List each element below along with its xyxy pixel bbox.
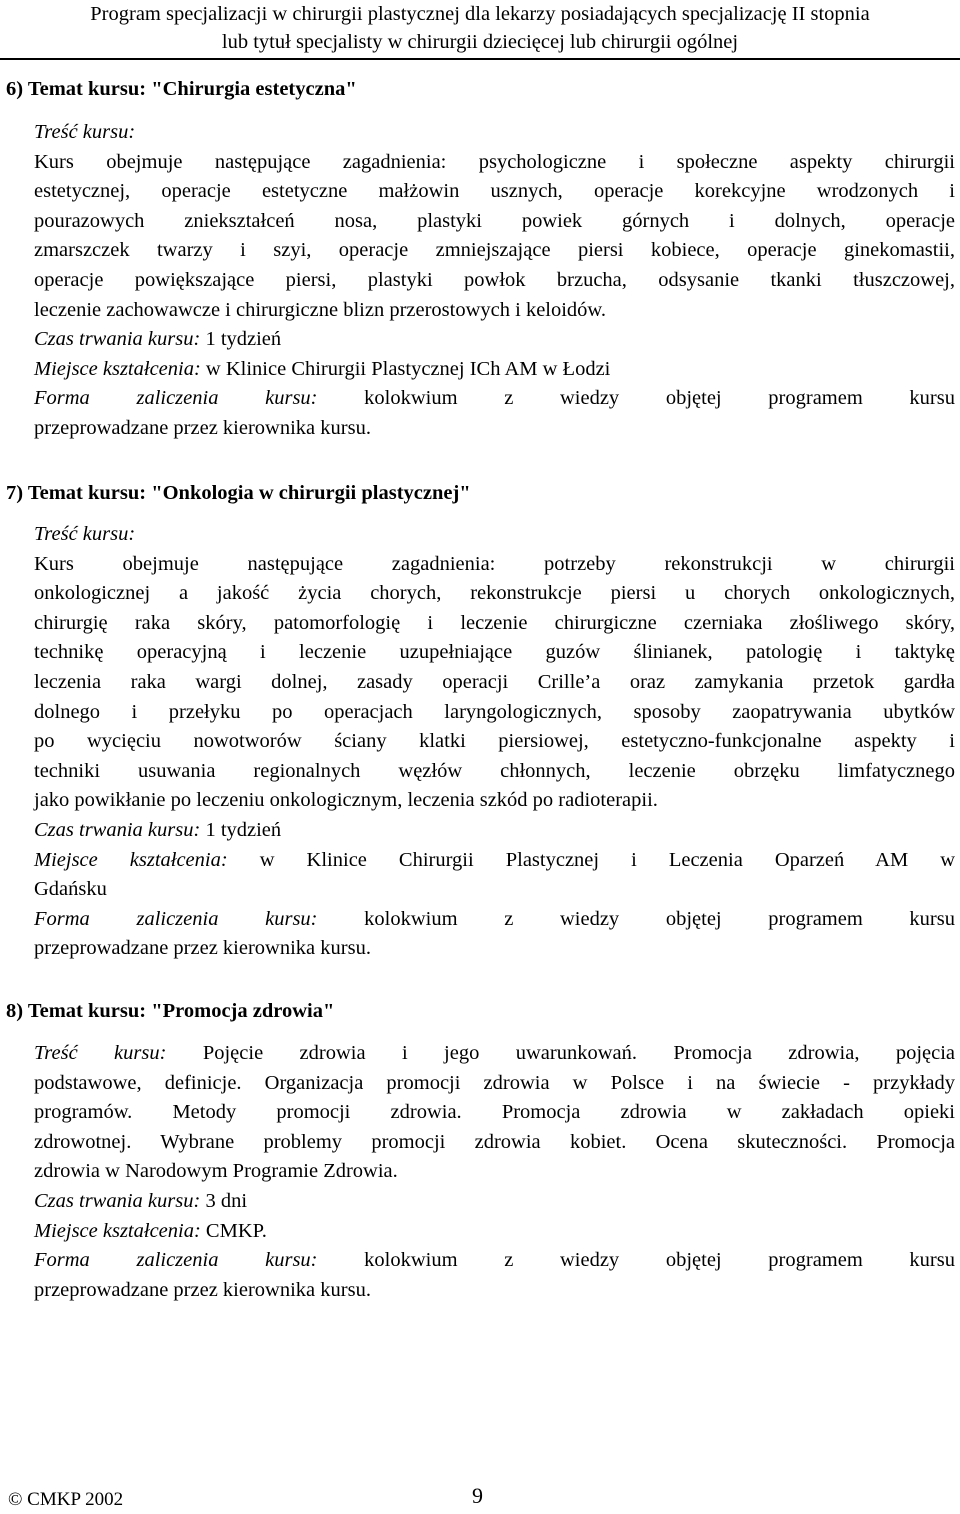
section-6-content-line: operacje powiększające piersi, plastyki powłok brzucha, odsysanie tkanki tłuszczowej, [34,268,955,291]
section-8-duration-label: Czas trwania kursu: [34,1189,201,1212]
page-number: 9 [472,1483,483,1508]
section-7-body [34,520,955,964]
section-7-place-label: Miejsce kształcenia: [34,848,228,871]
section-8-content-text: Pojęcie zdrowia i jego uwarunkowań. Promocja zdrowia, pojęcia [202,1042,956,1064]
section-7-content-line: jako powikłanie po leczeniu onkologicznym, leczenia szkód po radioterapii. [34,789,658,812]
section-6-form-label: Forma zaliczenia kursu: [34,387,318,410]
section-6-content-line: Kurs obejmuje następujące zagadnienia: psychologiczne i społeczne aspekty chirurgii [34,150,955,173]
section-7-content-line: technikę operacyjną i leczenie uzupełniające guzów ślinianek, patologię i taktykę [34,641,955,664]
section-8-form-value-2: przeprowadzane przez kierownika kursu. [34,1278,371,1301]
footer-copyright: © CMKP 2002 [8,1489,124,1510]
section-6-place-label: Miejsce kształcenia: [34,357,201,380]
section-7-content-line: leczenia raka wargi dolnej, zasady operacji Crille’a oraz zamykania przetok gardła [34,670,955,693]
running-header [0,0,960,56]
section-6-duration [34,325,955,355]
section-8-place [34,1217,955,1247]
section-6-content-line: zmarszczek twarzy i szyi, operacje zmniejszające piersi kobiece, operacje ginekomastii, [34,239,955,262]
header-rule [0,58,960,60]
section-8-content-line: zdrowia w Narodowym Programie Zdrowia. [34,1160,398,1183]
section-8-content-first [34,1039,955,1069]
section-8-body [34,1039,955,1305]
section-8-content-label: Treść kursu: [34,1042,167,1064]
header-line-1: Program specjalizacji w chirurgii plastycznej dla lekarzy posiadających specjalizację II stopnia [90,3,870,25]
section-7-duration [34,816,955,846]
section-6-place-value: w Klinice Chirurgii Plastycznej ICh AM w Łodzi [205,357,611,380]
section-8-place-label: Miejsce kształcenia: [34,1219,201,1242]
section-8-place-value: CMKP. [205,1219,267,1242]
section-7-form-value-2: przeprowadzane przez kierownika kursu. [34,937,371,960]
section-8-form-value: kolokwium z wiedzy objętej programem kursu [364,1249,955,1272]
section-7-content-line: techniki usuwania regionalnych węzłów chłonnych, leczenie obrzęku limfatycznego [34,759,955,782]
section-6-place [34,355,955,385]
section-7-form-label: Forma zaliczenia kursu: [34,907,318,930]
section-6-form [34,384,955,414]
section-8-duration-value: 3 dni [205,1189,248,1212]
section-7-content-line: po wycięciu nowotworów ściany klatki piersiowej, estetyczno-funkcjonalne aspekty i [34,730,955,753]
section-7-content-line: Kurs obejmuje następujące zagadnienia: potrzeby rekonstrukcji w chirurgii [34,552,955,575]
section-7-duration-value: 1 tydzień [205,818,282,841]
section-6-content-label: Treść kursu: [34,121,136,143]
header-line-2: lub tytuł specjalisty w chirurgii dziecięcej lub chirurgii ogólnej [221,31,739,53]
section-6-content-line: estetycznej, operacje estetyczne małżowin usznych, operacje korekcyjne wrodzonych i [34,180,955,203]
section-8-title: 8) Temat kursu: "Promocja zdrowia" [6,1000,335,1022]
section-6-body [34,118,955,444]
section-8-duration [34,1187,955,1217]
section-7-place [34,846,955,876]
section-6-form-value: kolokwium z wiedzy objętej programem kursu [364,387,955,410]
section-6-title: 6) Temat kursu: "Chirurgia estetyczna" [6,78,357,100]
section-7-content-line: chirurgię raka skóry, patomorfologię i leczenie chirurgiczne czerniaka złośliwego skóry, [34,611,955,634]
section-7-form-value: kolokwium z wiedzy objętej programem kursu [364,907,955,930]
section-6-form-value-2: przeprowadzane przez kierownika kursu. [34,416,371,439]
section-7-duration-label: Czas trwania kursu: [34,818,201,841]
section-8-form [34,1246,955,1276]
section-6-content-line: pourazowych zniekształceń nosa, plastyki powiek górnych i dolnych, operacje [34,209,955,232]
section-7-title: 7) Temat kursu: "Onkologia w chirurgii plastycznej" [6,482,471,504]
section-7-content-line: onkologicznej a jakość życia chorych, rekonstrukcje piersi u chorych onkologicznych, [34,582,955,605]
section-7-form [34,905,955,935]
section-7-place-value: w Klinice Chirurgii Plastycznej i Leczenia Oparzeń AM w [259,848,955,871]
section-6-duration-value: 1 tydzień [205,328,282,351]
section-8-content-line: programów. Metody promocji zdrowia. Promocja zdrowia w zakładach opieki [34,1101,955,1124]
section-6-duration-label: Czas trwania kursu: [34,328,201,351]
section-7-content-label: Treść kursu: [34,523,136,545]
section-8-content-line: podstawowe, definicje. Organizacja promocji zdrowia w Polsce i na świecie - przykłady [34,1071,955,1094]
section-6-content-line: leczenie zachowawcze i chirurgiczne blizn przerostowych i keloidów. [34,298,607,321]
section-8-form-label: Forma zaliczenia kursu: [34,1249,318,1272]
section-7-place-value-2: Gdańsku [34,878,107,901]
section-8-content-line: zdrowotnej. Wybrane problemy promocji zdrowia kobiet. Ocena skuteczności. Promocja [34,1130,955,1153]
section-7-content-line: dolnego i przełyku po operacjach laryngologicznych, sposoby zaopatrywania ubytków [34,700,955,723]
